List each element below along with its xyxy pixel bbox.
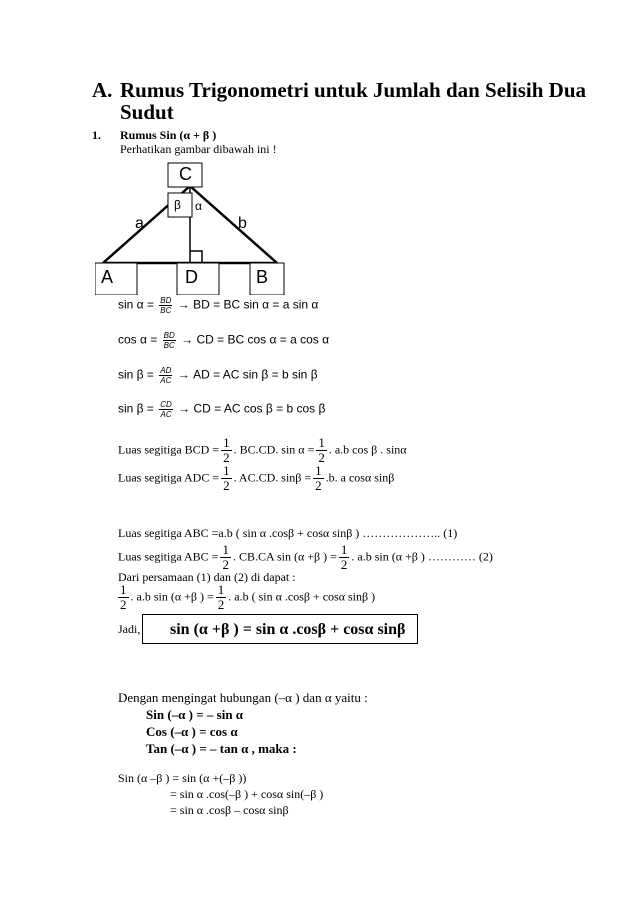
label-vertex-a: A (101, 267, 114, 287)
label-c: C (179, 164, 192, 184)
eq3-fraction: $\frac{AD}{AC}$ (160, 366, 172, 385)
section-intro: Perhatikan gambar dibawah ini ! (120, 142, 277, 156)
label-vertex-d: D (185, 267, 198, 287)
dari-persamaan: Dari persamaan (1) dan (2) di dapat : (118, 570, 296, 584)
luas-adc: Luas segitiga ADC = $\frac{1}{2}$ . AC.CD. sinβ = $\frac{1}{2}$ .b. a cosα sinβ (118, 463, 395, 493)
equation-3 (118, 366, 318, 385)
derivation-line-1: Sin (α –β ) = sin (α +(–β )) (118, 771, 247, 785)
side-bc (190, 186, 277, 263)
heading-line-1 (92, 78, 586, 102)
derivation-line-3: = sin α .cosβ – cosα sinβ (170, 803, 289, 817)
eq4-right: → CD = AC cos β = b cos β (178, 401, 326, 416)
section-number: 1. (92, 128, 101, 142)
label-vertex-b: B (256, 267, 269, 287)
jadi-label: Jadi, (118, 622, 141, 636)
eq1-right: → BD = BC sin α = a sin α (177, 297, 319, 312)
equation-2 (118, 331, 329, 350)
sum-formula: sin (α +β ) = sin α .cosβ + cosα sinβ (170, 621, 406, 638)
identity-tan: Tan (–α ) = – tan α , maka : (146, 741, 297, 756)
eq4-left: sin β = (118, 401, 154, 416)
luas-abc-2: Luas segitiga ABC = $\frac{1}{2}$ . CB.CA sin (α +β ) = $\frac{1}{2}$ . a.b sin (α +β ) ………… (2) (118, 542, 493, 572)
eq4-fraction: $\frac{CD}{AC}$ (160, 400, 172, 419)
eq2-left: cos α = (118, 332, 158, 347)
half-fraction: $\frac{1}{2}$ (223, 463, 230, 493)
half-fraction: $\frac{1}{2}$ (222, 542, 229, 572)
heading-number: A. (92, 78, 113, 102)
eq1-fraction: $\frac{BD}{BC}$ (160, 296, 172, 315)
identity-sin: Sin (–α ) = – sin α (146, 707, 244, 722)
label-alpha: α (195, 199, 202, 213)
box-d (177, 263, 219, 295)
heading-text-1: Rumus Trigonometri untuk Jumlah dan Selisih Dua (120, 78, 587, 102)
eq1-left: sin α = (118, 297, 154, 312)
luas-bcd: Luas segitiga BCD = $\frac{1}{2}$ . BC.CD. sin α = $\frac{1}{2}$ . a.b cos β . sinα (118, 435, 407, 465)
half-fraction: $\frac{1}{2}$ (120, 582, 127, 612)
luas-abc-1: Luas segitiga ABC =a.b ( sin α .cosβ + cosα sinβ ) ……………….. (1) (118, 526, 458, 540)
derivation-line-2: = sin α .cos(–β ) + cosα sin(–β ) (170, 787, 324, 801)
half-fraction: $\frac{1}{2}$ (318, 435, 325, 465)
eq2-fraction: $\frac{BD}{BC}$ (163, 331, 175, 350)
half-fraction: $\frac{1}{2}$ (315, 463, 322, 493)
identity-cos: Cos (–α ) = cos α (146, 724, 238, 739)
label-beta: β (174, 198, 181, 212)
equation-1 (118, 296, 318, 315)
label-side-a: a (135, 215, 144, 232)
section-title: Rumus Sin (α + β ) (120, 128, 217, 142)
eq3-left: sin β = (118, 367, 154, 382)
right-angle-mark (190, 251, 202, 263)
equation-4 (118, 400, 325, 419)
equality-line: $\frac{1}{2}$ . a.b sin (α +β ) = $\frac{1}{2}$ . a.b ( sin α .cosβ + cosα sinβ ) (120, 582, 376, 612)
half-fraction: $\frac{1}{2}$ (217, 582, 225, 612)
label-side-b: b (238, 215, 247, 232)
eq3-right: → AD = AC sin β = b sin β (177, 367, 318, 382)
identities-intro: Dengan mengingat hubungan (–α ) dan α yaitu : (118, 690, 368, 705)
eq2-right: → CD = BC cos α = a cos α (181, 332, 330, 347)
heading-line-2: Sudut (120, 100, 174, 124)
half-fraction: $\frac{1}{2}$ (340, 542, 348, 572)
half-fraction: $\frac{1}{2}$ (223, 435, 230, 465)
